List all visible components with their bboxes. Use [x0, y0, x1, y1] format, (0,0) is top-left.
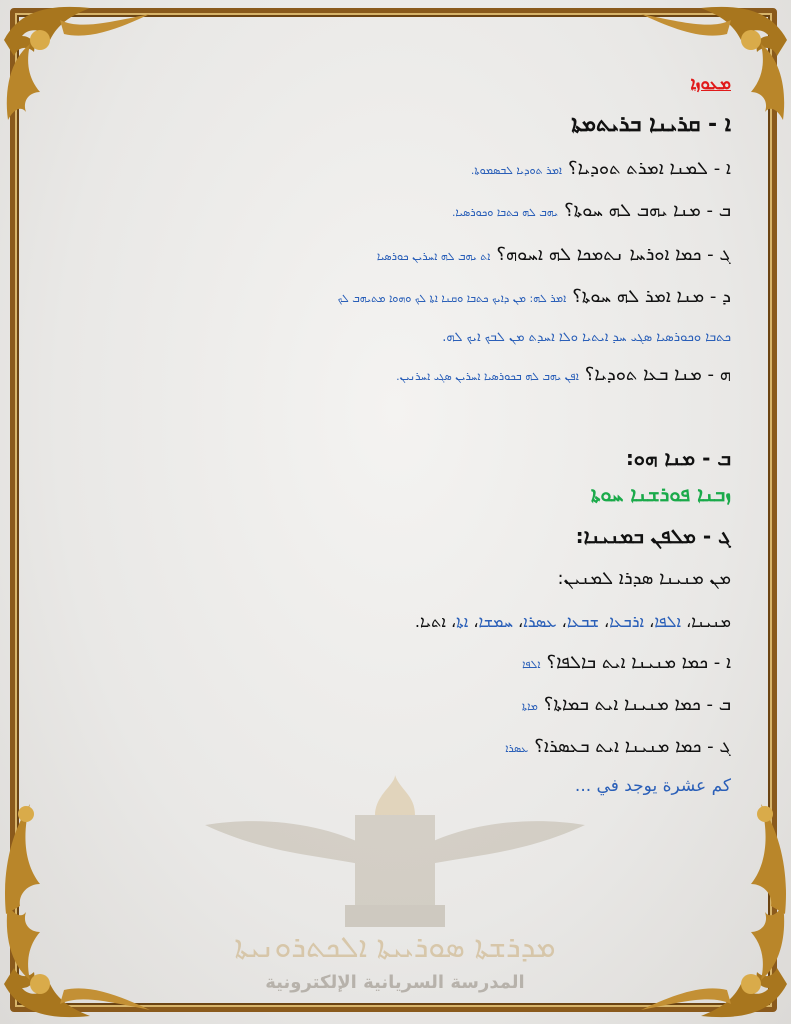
answer-text: ܐܡܪ ܠܗ: ܡܢ ܕܐܝܟ ܟܬܒܐ ܘܩܢܐ ܐܬܐ ܠܟ ܘܗܘܐ ܡܬܝܗܒ ܠܟ	[337, 292, 567, 305]
school-logo-arabic: المدرسة السريانية الإلكترونية	[265, 972, 525, 993]
question-text: ܓ - ܟܡܐ ܡܢܝܢܐ ܐܝܬ ܒܥܣܪܐ؟	[534, 736, 731, 757]
question-text: ܒ - ܡܢܐ ܝܗܒ ܠܗ ܚܘܬܐ؟	[564, 200, 731, 221]
question-1b	[452, 200, 731, 221]
answer-text: ܐܡܪ ܬܘܕܝܐ ܠܒܣܡܘܬܐ.	[470, 164, 563, 177]
answer-text: ܝܗܒ ܠܗ ܟܬܒܐ ܘܟܘܪܣܝܐ.	[451, 206, 559, 219]
number-word: ܐܪܒܥܐ	[609, 612, 645, 631]
answer-continuation: ܟܬܒܐ ܘܟܘܪܣܝܐ ܣܓܝ ܚܕ ܐܝܬܝܐ ܘܠܐ ܐܚܕܬ ܡܢ ܠܒܟ ܐܝܟ ܠܗ.	[442, 330, 731, 345]
number-word: ܚܡܫܐ	[478, 612, 513, 631]
answer-text: ܐܠܦܐ	[522, 658, 541, 671]
part2-heading: ܒ - ܡܢܐ ܗܘ:	[625, 446, 731, 470]
part3-subheading: ܡܢ ܡܢܝܢܐ ܣܕܪܐ ܠܡܢܝܢ:	[557, 568, 731, 589]
question-text: ܓ - ܟܡܐ ܐܘܪܚܐ ܢܬܡܟܐ ܠܗ ܐܚܘܗ؟	[496, 244, 731, 265]
ornament-corner-top-left-icon	[0, 0, 170, 130]
question-1c	[377, 244, 731, 265]
numbers-prefix: ܡܢܝܢܐ،	[686, 612, 731, 631]
number-word: ܫܒܥܐ	[566, 612, 599, 631]
school-emblem-watermark-icon	[205, 775, 585, 935]
question-text: ܒ - ܟܡܐ ܡܢܝܢܐ ܐܝܬ ܒܡܐܬܐ؟	[543, 694, 731, 715]
numbers-list: ܡܢܝܢܐ، ܐܠܦܐ، ܐܪܒܥܐ، ܫܒܥܐ، ܥܣܪܐ، ܚܡܫܐ، ܐܬܐ، ܐܬܝܐ.	[414, 612, 731, 631]
section-label: ܡܥܘܙܐ	[690, 74, 731, 94]
number-word: ܐܬܐ	[456, 612, 469, 631]
ornament-corner-top-right-icon	[621, 0, 791, 130]
question-text: ܐ - ܠܡܢܐ ܐܡܪܬ ܬܘܕܝܐ؟	[568, 158, 731, 179]
question-text: ܐ - ܟܡܐ ܡܢܝܢܐ ܐܝܬ ܒܐܠܦܐ؟	[546, 652, 731, 673]
question-text: ܗ - ܡܢܐ ܒܥܐ ܬܘܕܝܐ؟	[584, 364, 731, 385]
number-word: ܥܣܪܐ	[523, 612, 557, 631]
part1-heading: ܐ - ܩܪܝܢܐ ܒܪܝܬܡܬܐ	[571, 112, 731, 137]
part2-green-answer: ܙܒܢܐ ܦܘܪܫܢܐ ܚܘܬܐ	[590, 482, 731, 506]
numbers-suffix: ܐܬܝܐ.	[414, 612, 446, 631]
ornament-side-right-icon	[731, 734, 791, 914]
answer-text: ܥܣܪܐ	[505, 742, 529, 755]
ornament-side-left-icon	[0, 734, 60, 914]
question-3c	[505, 736, 731, 757]
question-3a	[522, 652, 731, 673]
answer-text: ܐܬ ܝܗܒ ܠܗ ܐܚܪܝܢ ܟܘܪܣܝܐ	[376, 250, 491, 263]
arabic-question-line: كم عشرة يوجد في ...	[574, 776, 731, 796]
question-1e	[396, 364, 731, 385]
question-text: ܕ - ܡܢܐ ܐܡܪ ܠܗ ܚܘܬܐ؟	[572, 286, 731, 307]
answer-text: ܡܐܬܐ	[521, 700, 538, 713]
answer-text: ܐܦܢ ܝܗܒ ܠܗ ܒܟܘܪܣܝܐ ܐܚܪܝܢ ܣܓܝ ܐܚܪܢܝܢ.	[396, 370, 579, 383]
question-1a	[471, 158, 731, 179]
part3-heading: ܓ - ܡܠܦܢ ܒܡܢܝܢܐ:	[575, 524, 731, 548]
number-word: ܐܠܦܐ	[654, 612, 681, 631]
question-1d	[338, 286, 731, 307]
question-3b	[522, 694, 731, 715]
school-logo-syriac: ܡܕܪܫܬܐ ܣܘܪܝܝܬܐ ܐܠܟܬܪܘܢܝܬܐ	[234, 930, 556, 965]
